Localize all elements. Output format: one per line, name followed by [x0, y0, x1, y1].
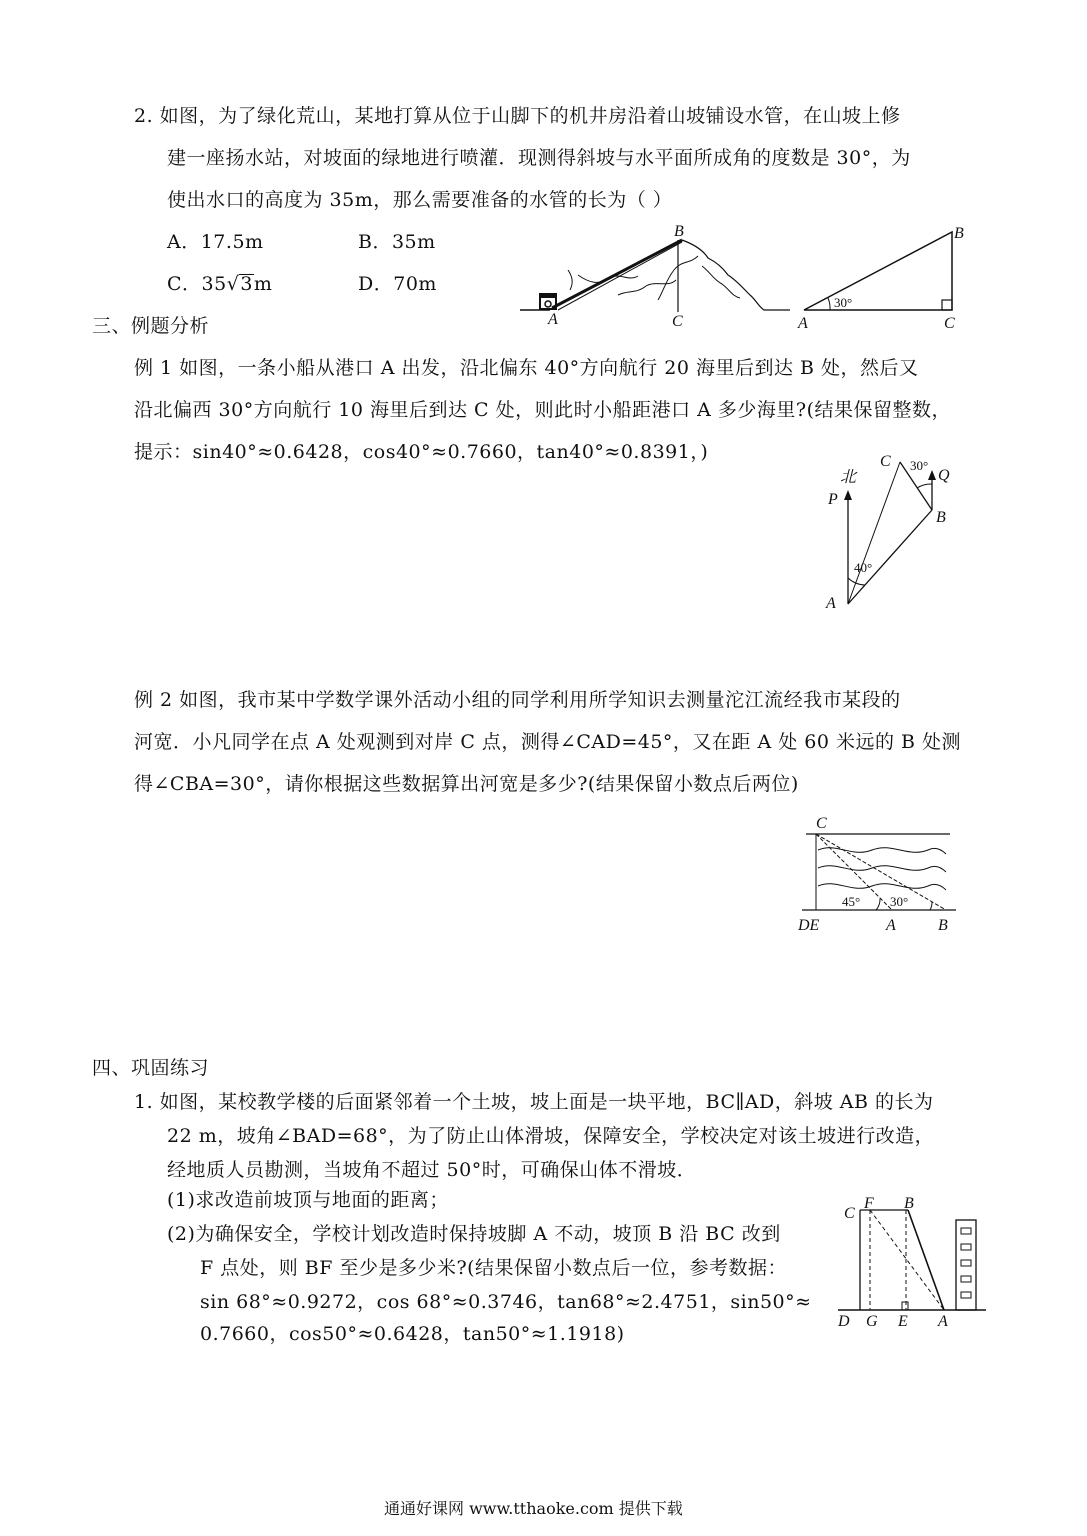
page-footer: 通通好课网 www.tthaoke.com 提供下载 [384, 1499, 683, 1518]
fig1-label-c: C [672, 313, 683, 330]
example2-line-2: 河宽．小凡同学在点 A 处观测到对岸 C 点，测得∠CAD=45°，又在距 A 处 60 米远的 B 处测 [134, 731, 962, 753]
fig5-label-a: A [938, 1313, 948, 1330]
fig3-north-label: 北 [840, 469, 857, 486]
fig5-label-e: E [898, 1313, 908, 1330]
fig3-label-a: A [826, 595, 836, 612]
fig5-label-d: D [838, 1313, 850, 1330]
fig2-angle-label: 30° [834, 295, 853, 310]
fig3-label-b: B [936, 509, 946, 526]
fig2-label-c: C [944, 315, 955, 332]
fig1-label-b: B [674, 223, 684, 240]
fig4-label-b: B [938, 917, 948, 934]
fig2-label-a: A [798, 315, 808, 332]
river-figure [796, 810, 966, 934]
problem2-line-3: 使出水口的高度为 35m，那么需要准备的水管的长为（ ） [167, 189, 673, 211]
fig5-label-g: G [866, 1313, 878, 1330]
fig2-label-b: B [954, 225, 964, 242]
option-b: B．35m [358, 231, 436, 253]
right-triangle-figure [796, 224, 976, 334]
fig4-label-a: A [886, 917, 896, 934]
practice1-sub-1: (1)求改造前坡顶与地面的距离； [167, 1189, 449, 1211]
navigation-figure [820, 452, 970, 612]
section-3-heading: 三、例题分析 [92, 315, 210, 337]
example2-line-3: 得∠CBA=30°，请你根据这些数据算出河宽是多少?(结果保留小数点后两位) [134, 773, 799, 795]
practice1-sub-4: sin 68°≈0.9272，cos 68°≈0.3746，tan68°≈2.4751，sin50°≈ [200, 1291, 812, 1313]
fig5-label-f: F [864, 1195, 874, 1212]
practice1-sub-2: (2)为确保安全，学校计划改造时保持坡脚 A 不动，坡顶 B 沿 BC 改到 [167, 1223, 781, 1245]
problem2-line-1: 2. 如图，为了绿化荒山，某地打算从位于山脚下的机井房沿着山坡铺设水管，在山坡上修 [134, 105, 901, 127]
practice1-line-2: 22 m，坡角∠BAD=68°，为了防止山体滑坡，保障安全，学校决定对该土坡进行改造， [167, 1125, 935, 1147]
fig4-label-c: C [816, 815, 827, 832]
example1-line-3: 提示：sin40°≈0.6428，cos40°≈0.7660，tan40°≈0.8391，) [134, 441, 709, 463]
fig4-angle30: 30° [890, 894, 909, 909]
section-4-heading: 四、巩固练习 [92, 1057, 210, 1079]
option-d: D．70m [358, 273, 437, 295]
option-a: A．17.5m [167, 231, 264, 253]
fig3-label-p: P [828, 491, 838, 508]
practice1-line-1: 1. 如图，某校教学楼的后面紧邻着一个土坡，坡上面是一块平地，BC∥AD，斜坡 AB 的长为 [134, 1091, 934, 1113]
slope-building-figure [834, 1196, 990, 1328]
practice1-line-3: 经地质人员勘测，当坡角不超过 50°时，可确保山体不滑坡． [167, 1159, 697, 1181]
fig4-label-de: DE [798, 917, 820, 934]
practice1-sub-3: F 点处，则 BF 至少是多少米?(结果保留小数点后一位，参考数据： [200, 1257, 788, 1279]
practice1-sub-5: 0.7660，cos50°≈0.6428，tan50°≈1.1918) [200, 1323, 625, 1345]
example1-line-2: 沿北偏西 30°方向航行 10 海里后到达 C 处，则此时小船距港口 A 多少海里?(结果保留整数， [134, 399, 951, 421]
fig5-label-c: C [844, 1205, 855, 1222]
example1-line-1: 例 1 如图，一条小船从港口 A 出发，沿北偏东 40°方向航行 20 海里后到达 B 处，然后又 [134, 357, 919, 379]
fig3-angle30: 30° [910, 458, 929, 473]
fig3-label-q: Q [938, 467, 950, 484]
fig1-label-a: A [548, 311, 558, 328]
fig4-angle45: 45° [842, 894, 861, 909]
fig3-angle40: 40° [854, 560, 873, 575]
fig3-label-c: C [880, 453, 891, 470]
fig5-label-b: B [904, 1195, 914, 1212]
slope-mountain-figure [518, 220, 798, 332]
option-c: C．35√3m [167, 273, 273, 295]
problem2-line-2: 建一座扬水站，对坡面的绿地进行喷灌．现测得斜坡与水平面所成角的度数是 30°，为 [167, 147, 911, 169]
example2-line-1: 例 2 如图，我市某中学数学课外活动小组的同学利用所学知识去测量沱江流经我市某段的 [134, 689, 901, 711]
